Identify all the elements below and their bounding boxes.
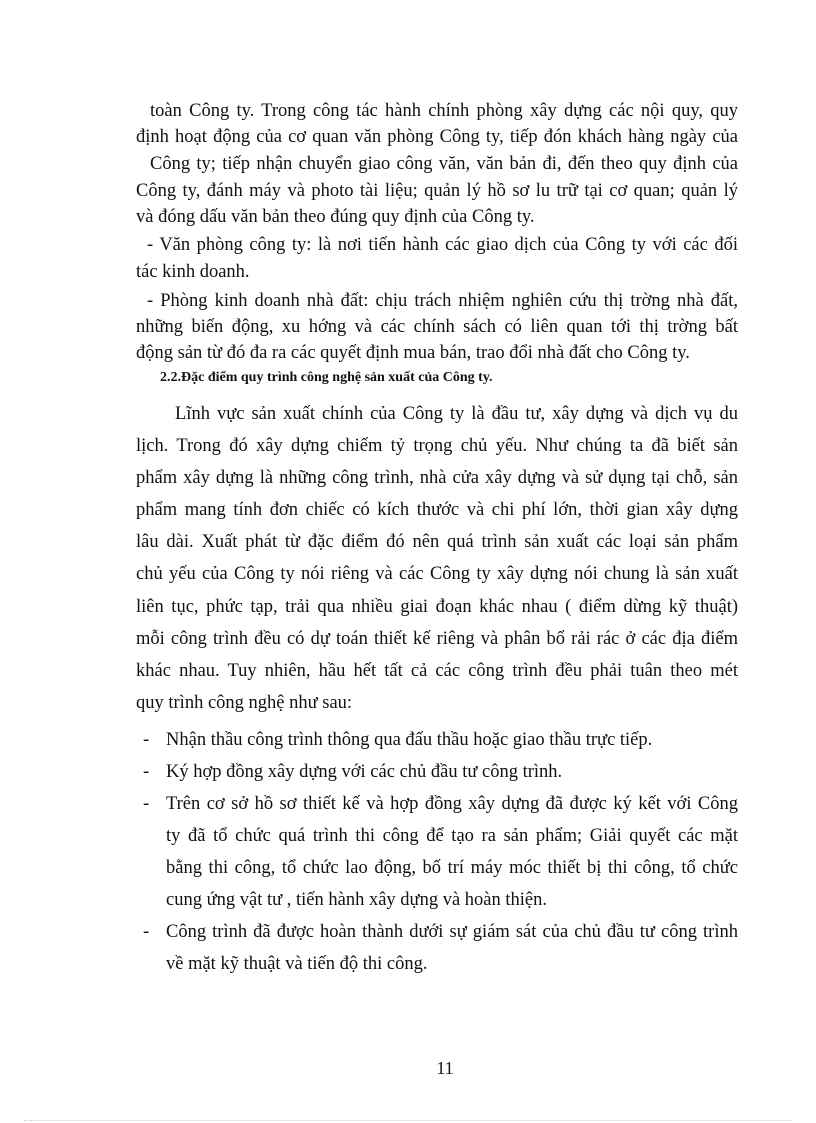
text-line: - Văn phòng công ty: là nơi tiến hành các giao dịch của Công ty với các đối xyxy=(147,235,738,255)
text-line: - Phòng kinh doanh nhà đất: chịu trách nhiệm nghiên cứu thị trờng nhà đất, xyxy=(147,291,738,311)
text-line: và đóng dấu văn bản theo đúng quy định của Công ty. xyxy=(136,207,535,227)
text-line: Ký hợp đồng xây dựng với các chủ đầu tư công trình. xyxy=(166,762,563,782)
text-line: lâu dài. Xuất phát từ đặc điểm đó nên quá trình sản xuất các loại sản phẩm xyxy=(136,532,738,552)
text-line: phẩm mang tính đơn chiếc có kích thước và chi phí lớn, thời gian xây dựng xyxy=(136,500,738,520)
text-line: quy trình công nghệ như sau: xyxy=(136,693,353,713)
text-line: Công ty, đánh máy và photo tài liệu; quản lý hồ sơ lu trữ tại cơ quan; quản lý xyxy=(136,181,738,201)
text-line: bằng thi công, tổ chức lao động, bố trí máy móc thiết bị thi công, tổ chức xyxy=(166,858,738,878)
text-line: định hoạt động của cơ quan văn phòng Công ty, tiếp đón khách hàng ngày của xyxy=(136,127,738,147)
bullet-dash: - xyxy=(143,730,150,750)
text-line: Công ty; tiếp nhận chuyển giao công văn, văn bản đi, đến theo quy định của xyxy=(150,154,738,174)
text-line: tác kinh doanh. xyxy=(136,262,250,282)
text-line: khác nhau. Tuy nhiên, hầu hết tất cả các công trình đều phải tuân theo mét xyxy=(136,661,738,681)
text-line: chủ yếu của Công ty nói riêng và các Công ty xây dựng nói chung là sản xuất xyxy=(136,564,738,584)
text-line: Công trình đã được hoàn thành dưới sự giám sát của chủ đầu tư công trình xyxy=(166,922,738,942)
text-line: về mặt kỹ thuật và tiến độ thi công. xyxy=(166,954,428,974)
text-line: lịch. Trong đó xây dựng chiếm tỷ trọng chủ yếu. Như chúng ta đã biết sản xyxy=(136,436,738,456)
footer-divider xyxy=(24,1120,792,1121)
text-line: cung ứng vật tư , tiến hành xây dựng và hoàn thiện. xyxy=(166,890,547,910)
bullet-dash: - xyxy=(143,794,150,814)
text-line: ty đã tổ chức quá trình thi công để tạo ra sản phẩm; Giải quyết các mặt xyxy=(166,826,738,846)
text-line: mỗi công trình đều có dự toán thiết kế riêng và phân bổ rải rác ở các địa điểm xyxy=(136,629,738,649)
text-line: Lĩnh vực sản xuất chính của Công ty là đầu tư, xây dựng và dịch vụ du xyxy=(175,404,738,424)
text-line: động sản từ đó đa ra các quyết định mua bán, trao đổi nhà đất cho Công ty. xyxy=(136,343,690,363)
section-heading: 2.2.Đặc điểm quy trình công nghệ sản xuất của Công ty. xyxy=(160,370,493,385)
text-line: liên tục, phức tạp, trải qua nhiều giai đoạn khác nhau ( điểm dừng kỹ thuật) xyxy=(136,597,738,617)
page-number: 11 xyxy=(436,1058,454,1078)
text-line: những biến động, xu hớng và các chính sách có liên quan tới thị trờng bất xyxy=(136,317,738,337)
bullet-dash: - xyxy=(143,922,150,942)
text-line: phẩm xây dựng là những công trình, nhà cửa xây dựng và sử dụng tại chỗ, sản xyxy=(136,468,738,488)
text-line: Nhận thầu công trình thông qua đấu thầu hoặc giao thầu trực tiếp. xyxy=(166,730,653,750)
bullet-dash: - xyxy=(143,762,150,782)
text-line: Trên cơ sở hồ sơ thiết kế và hợp đồng xây dựng đã được ký kết với Công xyxy=(166,794,738,814)
text-line: toàn Công ty. Trong công tác hành chính phòng xây dựng các nội quy, quy xyxy=(150,101,738,121)
